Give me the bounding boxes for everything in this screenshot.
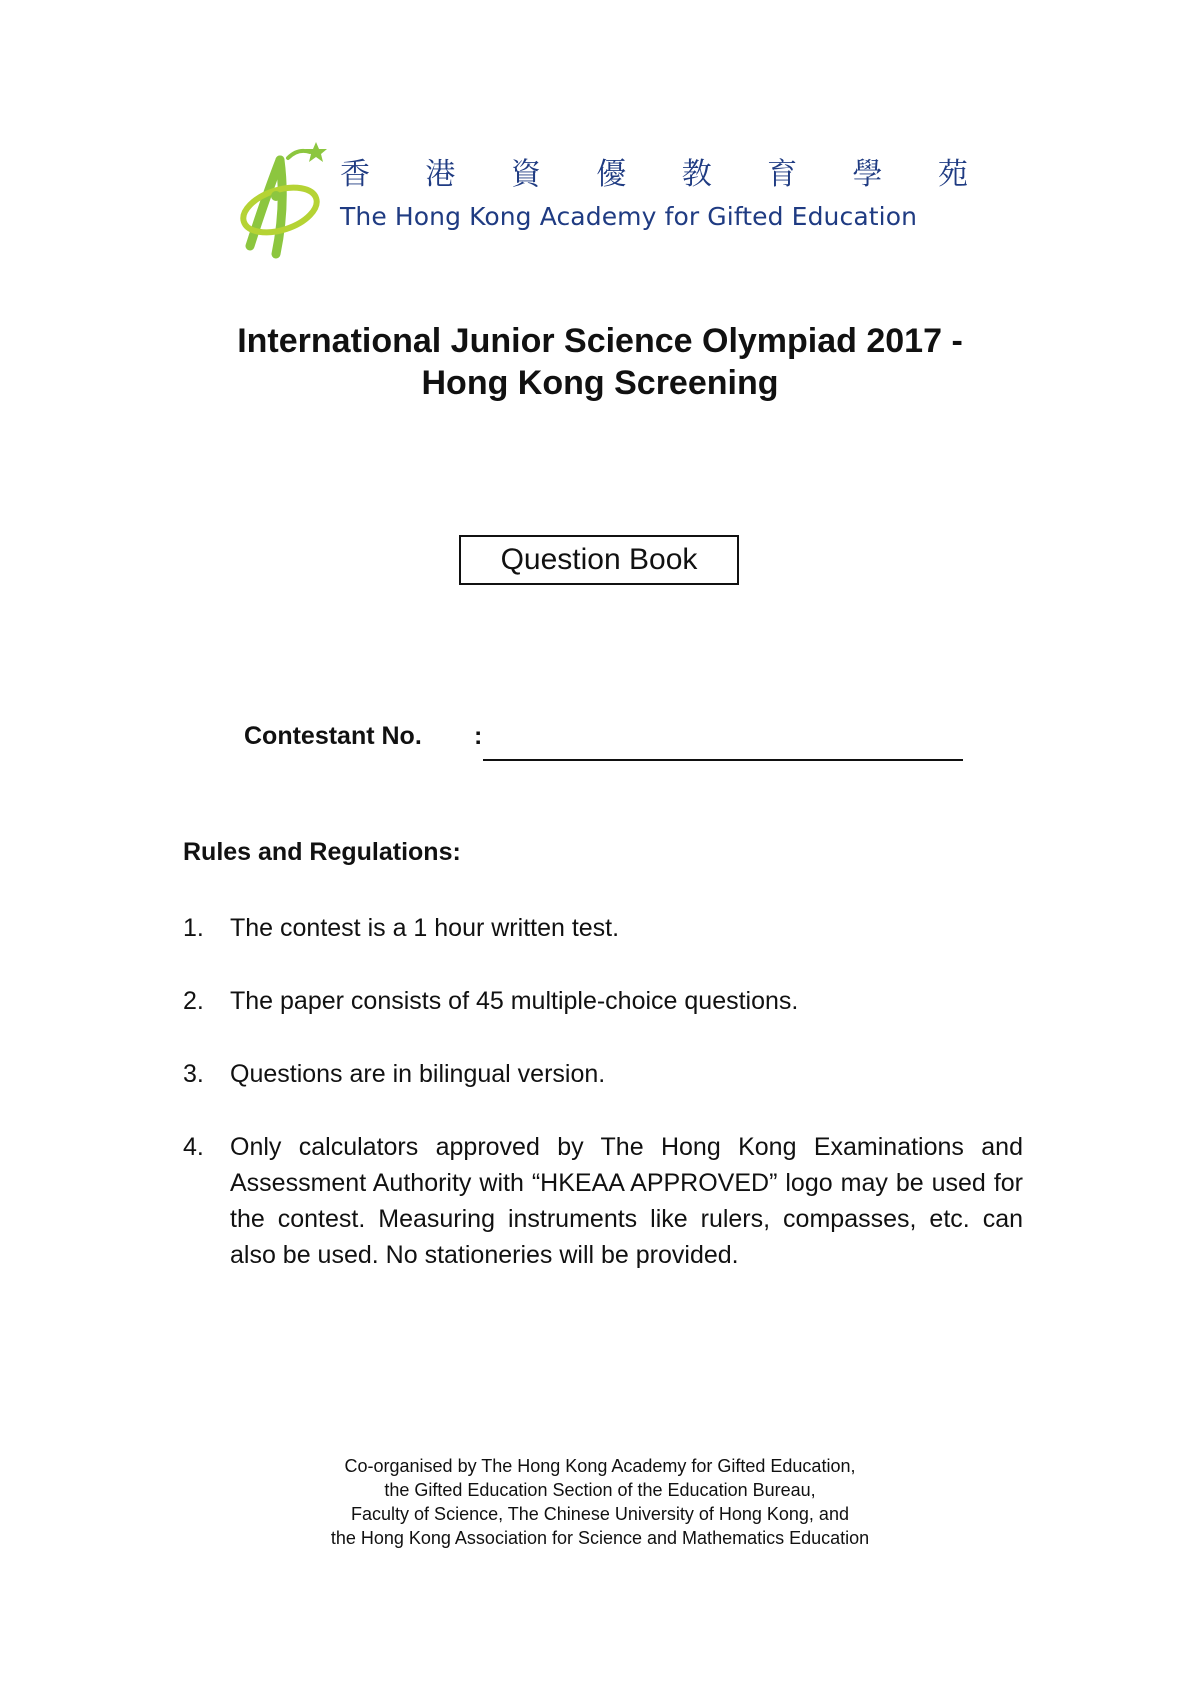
academy-logo-icon [236,136,336,266]
rule-text: Questions are in bilingual version. [230,1060,606,1088]
document-title-line1: International Junior Science Olympiad 2017 - [237,322,963,360]
rule-text: The contest is a 1 hour written test. [230,914,620,942]
rule-text: Only calculators approved by The Hong Kong Examinations and Assessment Authority with “HKEAA APPROVED” logo may be used for the contest. Measuring instruments like rulers, compasses, etc. can also be used. No stationeries will be provided. [230,1133,1023,1269]
academy-chinese-char: 苑 [937,157,968,192]
rule-number: 3. [183,1060,204,1088]
rule-item [183,1129,1023,1273]
rule-item [183,1056,1023,1092]
contestant-number-label: Contestant No. [244,722,422,750]
rule-number: 1. [183,914,204,942]
footer-line: the Hong Kong Association for Science and Mathematics Education [330,1528,870,1548]
academy-chinese-char: 教 [681,157,712,192]
rule-number: 2. [183,987,204,1015]
academy-chinese-char: 學 [852,157,883,192]
academy-chinese-char: 資 [510,157,541,192]
co-organisers-footer [0,1454,1200,1550]
document-title-line2: Hong Kong Screening [421,364,779,402]
contestant-number-field[interactable] [483,759,963,761]
rule-number: 4. [183,1133,204,1161]
rule-item [183,910,1023,946]
academy-english-name: The Hong Kong Academy for Gifted Education [340,202,918,231]
footer-line: Faculty of Science, The Chinese University of Hong Kong, and [351,1504,849,1524]
rule-item [183,983,1023,1019]
rules-list [183,910,1023,1310]
rule-text: The paper consists of 45 multiple-choice questions. [230,987,799,1015]
academy-chinese-char: 港 [425,157,456,192]
academy-chinese-char: 香 [340,157,370,192]
rules-heading: Rules and Regulations: [183,838,461,866]
question-book-label: Question Book [459,535,739,585]
contestant-number-colon: : [474,722,483,750]
document-title [0,320,1200,404]
academy-logo [236,128,976,268]
footer-line: the Gifted Education Section of the Education Bureau, [384,1480,816,1500]
academy-chinese-char: 育 [767,157,798,192]
academy-chinese-name [340,157,968,192]
footer-line: Co-organised by The Hong Kong Academy for Gifted Education, [344,1456,856,1476]
academy-chinese-char: 優 [596,157,627,192]
